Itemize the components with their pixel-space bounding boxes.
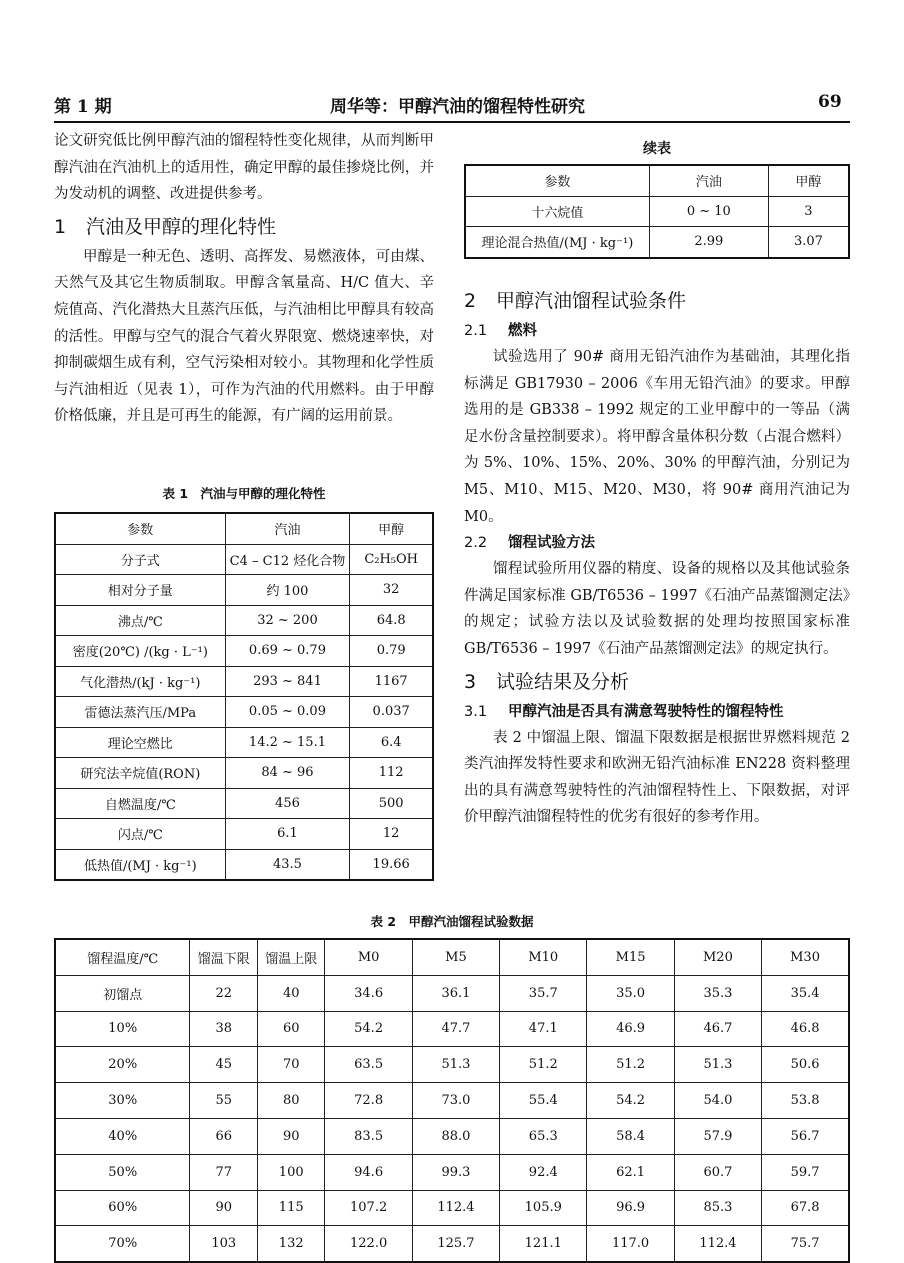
table-continued-caption: 续表 — [643, 141, 671, 157]
table-header-row — [55, 513, 433, 544]
column-header: 参数 — [55, 513, 225, 544]
table-cell: 60% — [55, 1190, 190, 1226]
table-cell: 气化潜热/(kJ · kg⁻¹) — [55, 666, 225, 697]
section-3-heading — [464, 667, 850, 697]
section-2-2-paragraph: 馏程试验所用仪器的精度、设备的规格以及其他试验条件满足国家标准 GB/T6536 – 1997《石油产品蒸馏测定法》的规定；试验方法以及试验数据的处理均按照国家标准 GB/T6536 – 1997《石油产品蒸馏测定法》的规定执行。 — [464, 561, 850, 657]
table-cell: 72.8 — [325, 1083, 412, 1119]
table-cell: 研究法辛烷值(RON) — [55, 758, 225, 789]
table-cell: 雷德法蒸汽压/MPa — [55, 697, 225, 728]
table-cell: 75.7 — [762, 1226, 849, 1262]
table-row — [465, 196, 849, 227]
table-cell: 62.1 — [587, 1154, 674, 1190]
column-header: 甲醇 — [768, 165, 849, 196]
section-3-1-heading — [464, 699, 850, 725]
table-row — [55, 849, 433, 880]
table-cell: 理论混合热值/(MJ · kg⁻¹) — [465, 227, 649, 258]
table-cell: 32 ~ 200 — [225, 605, 350, 636]
table-cell: 分子式 — [55, 544, 225, 575]
table-row — [55, 819, 433, 850]
table-row — [55, 697, 433, 728]
table-cell: 92.4 — [500, 1154, 587, 1190]
table-cell: 47.7 — [412, 1011, 499, 1047]
table-cell: 初馏点 — [55, 975, 190, 1011]
column-header: 汽油 — [225, 513, 350, 544]
table-cell: 94.6 — [325, 1154, 412, 1190]
table-cell: 2.99 — [649, 227, 768, 258]
column-header: 馏温下限 — [190, 939, 257, 975]
section-number: 2.1 — [464, 323, 488, 339]
table-cell: 35.3 — [674, 975, 761, 1011]
table-cell: 低热值/(MJ · kg⁻¹) — [55, 849, 225, 880]
table-cell: 相对分子量 — [55, 575, 225, 606]
column-header: M15 — [587, 939, 674, 975]
table-cell: 112.4 — [412, 1190, 499, 1226]
table-row — [55, 666, 433, 697]
right-column — [464, 282, 850, 831]
column-header: 参数 — [465, 165, 649, 196]
section-3-1-paragraph: 表 2 中馏温上限、馏温下限数据是根据世界燃料规范 2 类汽油挥发特性要求和欧洲无铅汽油标准 EN228 资料整理出的具有满意驾驶特性的汽油馏程特性上、下限数据，对评价甲醇汽油馏程特性的优劣有很好的参考作用。 — [464, 729, 850, 826]
table-cell: 57.9 — [674, 1118, 761, 1154]
table-cell: 53.8 — [762, 1083, 849, 1119]
table-cell: 112 — [350, 758, 433, 789]
table-cell: 35.0 — [587, 975, 674, 1011]
header-rule — [54, 121, 850, 123]
column-header: M20 — [674, 939, 761, 975]
section-title: 汽油及甲醇的理化特性 — [86, 215, 277, 238]
table-cell: 125.7 — [412, 1226, 499, 1262]
table-cell: 6.4 — [350, 727, 433, 758]
table-cell: 64.8 — [350, 605, 433, 636]
table-row — [55, 1118, 849, 1154]
table-cell: 34.6 — [325, 975, 412, 1011]
table-cell: 46.7 — [674, 1011, 761, 1047]
table-cell: 1167 — [350, 666, 433, 697]
table-cell: 73.0 — [412, 1083, 499, 1119]
table-cell: 0.037 — [350, 697, 433, 728]
table-cell: 10% — [55, 1011, 190, 1047]
table-row — [55, 1154, 849, 1190]
section-2-1-heading — [464, 318, 850, 344]
section-2-1-paragraph: 试验选用了 90# 商用无铅汽油作为基础油，其理化指标满足 GB17930 – 2006《车用无铅汽油》的要求。甲醇选用的是 GB338 – 1992 规定的工业甲醇中的一等品（满足水份含量控制要求）。将甲醇含量体积分数（占混合燃料）为 5%、10%、15%、20%、30% 的甲醇汽油，分别记为 M5、M10、M15、M20、M30，将 90# 商用汽油记为 M0。 — [464, 349, 850, 525]
table-cell: 12 — [350, 819, 433, 850]
section-title: 试验结果及分析 — [496, 670, 630, 693]
table-cell: 36.1 — [412, 975, 499, 1011]
table-cell: 理论空燃比 — [55, 727, 225, 758]
table-row — [55, 1083, 849, 1119]
table-cell: 自燃温度/℃ — [55, 788, 225, 819]
table-cell: 十六烷值 — [465, 196, 649, 227]
table-cell: 60 — [257, 1011, 324, 1047]
table-row — [55, 1226, 849, 1262]
table-2-caption: 表 2 甲醇汽油馏程试验数据 — [370, 914, 534, 929]
table-1-caption: 表 1 汽油与甲醇的理化特性 — [162, 486, 326, 501]
section-number: 1 — [54, 215, 67, 238]
column-header: 馏程温度/℃ — [55, 939, 190, 975]
table-cell: 54.2 — [325, 1011, 412, 1047]
table-cell: 51.2 — [587, 1047, 674, 1083]
table-row — [55, 975, 849, 1011]
section-number: 2.2 — [464, 535, 488, 552]
table-cell: C4 – C12 烃化合物 — [225, 544, 350, 575]
table-cell: 沸点/℃ — [55, 605, 225, 636]
section-number: 3 — [464, 670, 477, 693]
table-cell: 47.1 — [500, 1011, 587, 1047]
table-row — [55, 1011, 849, 1047]
table-cell: 51.3 — [412, 1047, 499, 1083]
table-row — [55, 758, 433, 789]
section-number: 2 — [464, 290, 477, 312]
table-cell: 121.1 — [500, 1226, 587, 1262]
table-cell: 闪点/℃ — [55, 819, 225, 850]
table-row — [55, 636, 433, 667]
table-cell: 0.69 ~ 0.79 — [225, 636, 350, 667]
table-cell: 117.0 — [587, 1226, 674, 1262]
table-cell: 70 — [257, 1047, 324, 1083]
section-title: 甲醇汽油馏程试验条件 — [496, 290, 687, 312]
table-cell: 122.0 — [325, 1226, 412, 1262]
table-cell: 0.05 ~ 0.09 — [225, 697, 350, 728]
column-header: M30 — [762, 939, 849, 975]
table-header-row — [465, 165, 849, 196]
table-cell: 38 — [190, 1011, 257, 1047]
column-header: 汽油 — [649, 165, 768, 196]
table-cell: 83.5 — [325, 1118, 412, 1154]
table-cell: 0 ~ 10 — [649, 196, 768, 227]
table-cell: 77 — [190, 1154, 257, 1190]
table-cell: 88.0 — [412, 1118, 499, 1154]
table-row — [55, 544, 433, 575]
table-cell: 66 — [190, 1118, 257, 1154]
table-cell: 50.6 — [762, 1047, 849, 1083]
column-header: M5 — [412, 939, 499, 975]
table-cell: 6.1 — [225, 819, 350, 850]
table-cell: 密度(20℃) /(kg · L⁻¹) — [55, 636, 225, 667]
table-cell: 20% — [55, 1047, 190, 1083]
table-cell: 32 — [350, 575, 433, 606]
table-cell: 67.8 — [762, 1190, 849, 1226]
journal-issue: 第 1 期 — [54, 97, 112, 117]
table-row — [55, 575, 433, 606]
page-number: 69 — [818, 92, 842, 112]
table-cell: 132 — [257, 1226, 324, 1262]
section-title: 馏程试验方法 — [508, 535, 595, 552]
section-2-2-heading — [464, 530, 850, 556]
column-header: M10 — [500, 939, 587, 975]
section-title: 甲醇汽油是否具有满意驾驶特性的馏程特性 — [508, 703, 784, 720]
table-cell: 40 — [257, 975, 324, 1011]
table-cell: 50% — [55, 1154, 190, 1190]
table-cell: 84 ~ 96 — [225, 758, 350, 789]
table-cell: 40% — [55, 1118, 190, 1154]
table-cell: 85.3 — [674, 1190, 761, 1226]
column-header: 馏温上限 — [257, 939, 324, 975]
table-row — [55, 788, 433, 819]
table-cell: 51.2 — [500, 1047, 587, 1083]
table-cell: 90 — [257, 1118, 324, 1154]
left-column — [54, 128, 434, 430]
table-cell: 112.4 — [674, 1226, 761, 1262]
table-cell: 60.7 — [674, 1154, 761, 1190]
table-cell: 107.2 — [325, 1190, 412, 1226]
table-cell: 约 100 — [225, 575, 350, 606]
table-cell: 0.79 — [350, 636, 433, 667]
section-number: 3.1 — [464, 703, 488, 720]
table-cell: 14.2 ~ 15.1 — [225, 727, 350, 758]
table-cell: 115 — [257, 1190, 324, 1226]
table-2 — [54, 938, 850, 1263]
table-cell: 43.5 — [225, 849, 350, 880]
table-cell: 59.7 — [762, 1154, 849, 1190]
table-cell: 293 ~ 841 — [225, 666, 350, 697]
table-cell: 80 — [257, 1083, 324, 1119]
table-cell: 105.9 — [500, 1190, 587, 1226]
table-cell: 35.7 — [500, 975, 587, 1011]
section-title: 燃料 — [508, 323, 537, 339]
table-cell: 99.3 — [412, 1154, 499, 1190]
table-cell: 19.66 — [350, 849, 433, 880]
section-1-paragraph: 甲醇是一种无色、透明、高挥发、易燃液体，可由煤、天然气及其它生物质制取。甲醇含氧量高、H/C 值大、辛烷值高、汽化潜热大且蒸汽压低，与汽油相比甲醇具有较高的活性。甲醇与空气的混合气着火界限宽、燃烧速率快，对抑制碳烟生成有利，空气污染相对较小。其物理和化学性质与汽油相近（见表 1），可作为汽油的代用燃料。由于甲醇价格低廉，并且是可再生的能源，有广阔的运用前景。 — [54, 248, 434, 425]
table-row — [55, 605, 433, 636]
table-cell: 103 — [190, 1226, 257, 1262]
table-header-row — [55, 939, 849, 975]
section-2-heading — [464, 286, 850, 316]
table-cell: 96.9 — [587, 1190, 674, 1226]
column-header: 甲醇 — [350, 513, 433, 544]
table-cell: C₂H₅OH — [350, 544, 433, 575]
table-row — [55, 1047, 849, 1083]
table-cell: 65.3 — [500, 1118, 587, 1154]
running-title: 周华等：甲醇汽油的馏程特性研究 — [330, 97, 585, 117]
table-cell: 51.3 — [674, 1047, 761, 1083]
table-cell: 55.4 — [500, 1083, 587, 1119]
table-cell: 22 — [190, 975, 257, 1011]
table-cell: 90 — [190, 1190, 257, 1226]
table-cell: 3.07 — [768, 227, 849, 258]
table-cell: 58.4 — [587, 1118, 674, 1154]
table-row — [465, 227, 849, 258]
column-header: M0 — [325, 939, 412, 975]
intro-paragraph: 论文研究低比例甲醇汽油的馏程特性变化规律，从而判断甲醇汽油在汽油机上的适用性，确定甲醇的最佳掺烧比例，并为发动机的调整、改进提供参考。 — [54, 133, 434, 203]
table-cell: 456 — [225, 788, 350, 819]
table-cell: 55 — [190, 1083, 257, 1119]
table-cell: 3 — [768, 196, 849, 227]
table-cell: 500 — [350, 788, 433, 819]
table-cell: 70% — [55, 1226, 190, 1262]
table-cell: 30% — [55, 1083, 190, 1119]
table-cell: 100 — [257, 1154, 324, 1190]
table-cell: 54.2 — [587, 1083, 674, 1119]
table-1 — [54, 512, 434, 881]
table-cell: 45 — [190, 1047, 257, 1083]
table-cell: 46.8 — [762, 1011, 849, 1047]
table-cell: 54.0 — [674, 1083, 761, 1119]
table-row — [55, 727, 433, 758]
table-cell: 35.4 — [762, 975, 849, 1011]
section-1-heading — [54, 212, 434, 242]
table-1-continued — [464, 164, 850, 259]
table-row — [55, 1190, 849, 1226]
table-cell: 63.5 — [325, 1047, 412, 1083]
table-cell: 46.9 — [587, 1011, 674, 1047]
table-cell: 56.7 — [762, 1118, 849, 1154]
